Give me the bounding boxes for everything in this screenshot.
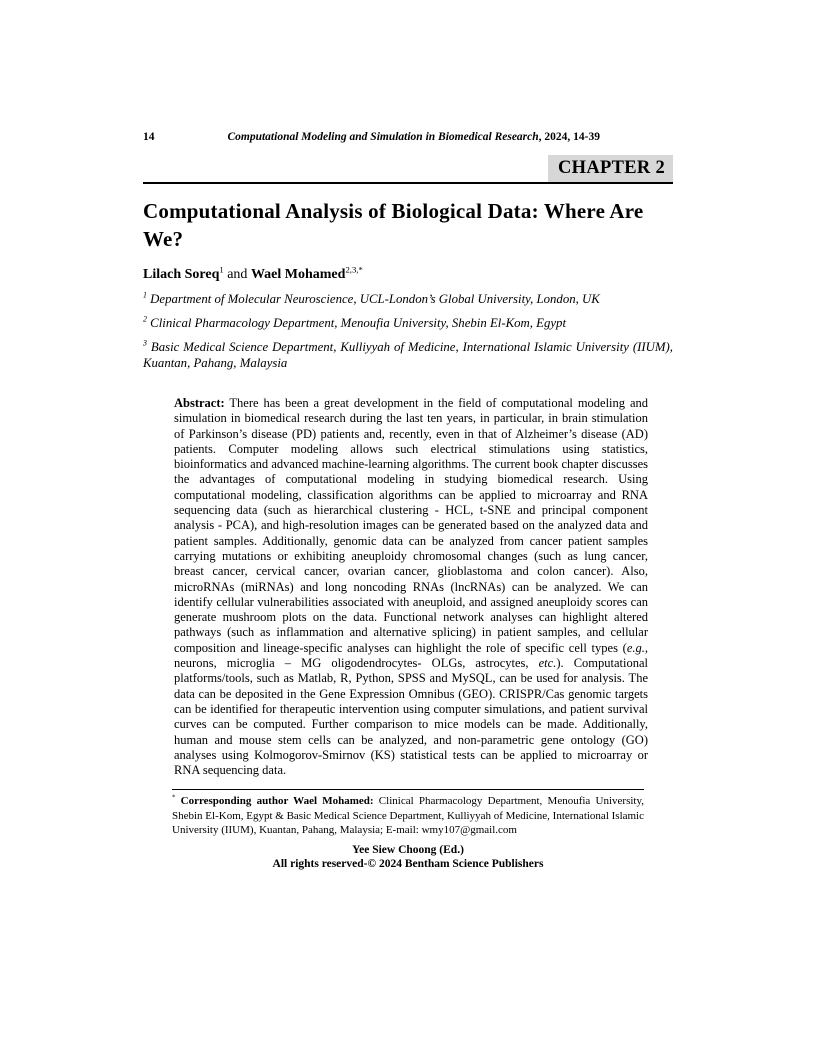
abstract-italic-eg: e.g. bbox=[626, 640, 645, 655]
abstract-label: Abstract: bbox=[174, 396, 225, 410]
authors-line bbox=[143, 266, 673, 283]
affiliation-3 bbox=[143, 339, 673, 371]
chapter-banner-row bbox=[143, 155, 673, 184]
footnote-text: Clinical Pharmacology Department, Menoufia University, Shebin El-Kom, Egypt & Basic Medical Science Department, Kulliyyah of Medicine, International Islamic University (IIUM), Kuantan, Pahang, Malaysia; E-mail: wmy107@gmail.com bbox=[172, 795, 645, 837]
running-head bbox=[143, 130, 673, 144]
running-head-center bbox=[155, 130, 674, 144]
affiliation-2 bbox=[143, 315, 673, 331]
running-head-citation: , 2024, 14-39 bbox=[538, 131, 601, 143]
affiliation-2-marker: 2 bbox=[143, 314, 147, 324]
running-head-journal-title: Computational Modeling and Simulation in Biomedical Research bbox=[227, 131, 539, 143]
abstract-paragraph bbox=[174, 396, 648, 778]
page-content bbox=[143, 130, 673, 871]
corresponding-author-footnote bbox=[172, 789, 644, 837]
imprint-block bbox=[143, 843, 673, 871]
author-1-name: Lilach Soreq bbox=[143, 267, 220, 282]
affiliation-3-marker: 3 bbox=[143, 338, 147, 348]
author-1-affil-marker: 1 bbox=[219, 264, 224, 275]
abstract-italic-etc: etc. bbox=[538, 656, 557, 671]
affiliation-1 bbox=[143, 291, 673, 307]
footnote-marker: * bbox=[172, 794, 176, 802]
author-2-affil-marker: 2,3,* bbox=[345, 264, 363, 275]
abstract-text-1: There has been a great development in the field of computational modeling and simulation in biomedical research during the last ten years, in particular, in brain stimulation of Parkinson’s disease (PD) patients and, recently, even in that of Alzheimer’s disease (AD) patients. Computer modeling allows such electrical stimulations using statistics, bioinformatics and advanced machine-learning algorithms. The current book chapter discusses the advantages of computational modeling in studying biomedical research. Using computational modeling, classification algorithms can be applied to microarray and RNA sequencing data (such as hierarchical clustering - HCL, t-SNE and principal component analysis - PCA), and high-resolution images can be generated based on the analyzed data and patient samples. Additionally, genomic data can be analyzed from cancer patient samples carrying mutations or exhibiting aneuploidy chromosomal changes (such as lung cancer, breast cancer, cervical cancer, ovarian cancer, glioblastoma and colon cancer). Also, microRNAs (miRNAs) and long noncoding RNAs (lncRNAs) can be analyzed. We can identify cellular vulnerabilities associated with aneuploid, and assigned aneuploidy scores can generate mushroom plots on the data. Functional network analyses can highlight altered pathways (such as inflammation and alternative splicing) in patient samples, and cellular composition and lineage-specific analyses can highlight the role of specific cell types ( bbox=[174, 396, 648, 655]
authors-connector: and bbox=[223, 267, 251, 282]
footnote-label: Corresponding author Wael Mohamed: bbox=[175, 795, 374, 808]
editor-line: Yee Siew Choong (Ed.) bbox=[352, 843, 464, 856]
chapter-title: Computational Analysis of Biological Data: Where Are We? bbox=[143, 199, 644, 251]
affiliation-3-text: Basic Medical Science Department, Kulliyyah of Medicine, International Islamic University (IIUM), Kuantan, Pahang, Malaysia bbox=[143, 340, 673, 370]
abstract-text-2: , neurons, microglia – MG oligodendrocytes- OLGs, astrocytes, bbox=[174, 640, 648, 671]
copyright-line: All rights reserved-© 2024 Bentham Science Publishers bbox=[272, 857, 544, 870]
chapter-label: CHAPTER 2 bbox=[548, 155, 673, 182]
affiliation-1-text: Department of Molecular Neuroscience, UCL-London’s Global University, London, UK bbox=[146, 292, 600, 306]
abstract-text-3: ). Computational platforms/tools, such as Matlab, R, Python, SPSS and MySQL, can be used for analysis. The data can be deposited in the Gene Expression Omnibus (GEO). CRISPR/Cas genomic targets can be identified for therapeutic intervention using computer simulations, and patient survival curves can be computed. Further comparison to mice models can be made. Additionally, human and mouse stem cells can be analyzed, and non-parametric gene ontology (GO) analyses using Kolmogorov-Smirnov (KS) statistical tests can be applied to microarray or RNA sequencing data. bbox=[174, 656, 648, 778]
page-number: 14 bbox=[143, 131, 155, 143]
author-2-name: Wael Mohamed bbox=[250, 267, 346, 282]
affiliation-2-text: Clinical Pharmacology Department, Menoufia University, Shebin El-Kom, Egypt bbox=[146, 316, 566, 330]
affiliation-1-marker: 1 bbox=[143, 290, 147, 300]
